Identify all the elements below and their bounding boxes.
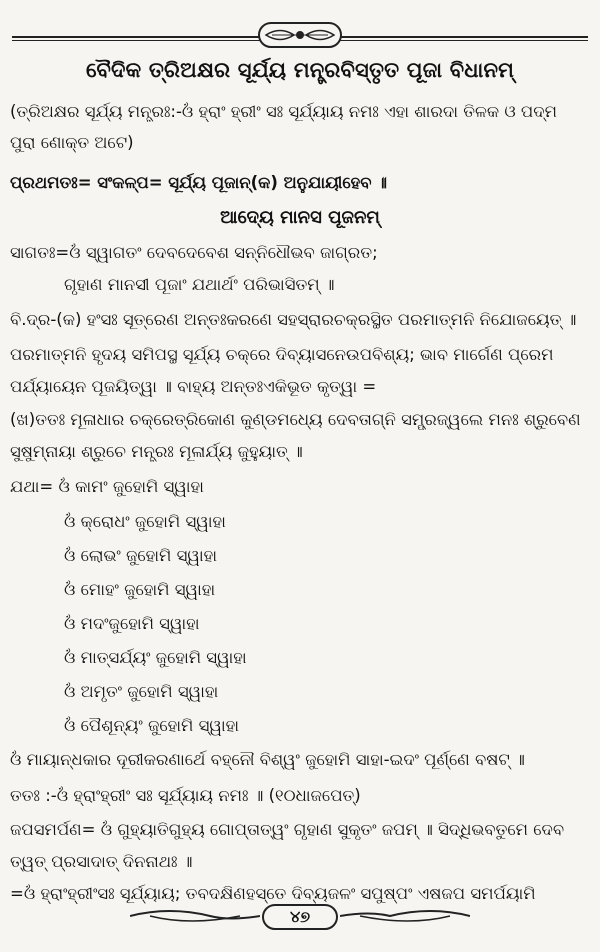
list-item: ଓଁ ମାତ୍ସର୍ଯ୍ୟଂ ଜୁହୋମି ସ୍ୱାହା: [64, 648, 247, 667]
list-item: ଓଁ ପୈଶୂନ୍ୟଂ ଜୁହୋମି ସ୍ୱାହା: [64, 716, 239, 735]
text-line: ବି.ଦ୍ର-(କ) ହଂସଃ ସୂତ୍ରେଣ ଅନ୍ତଃକରଣେ ସହସ୍ରାରଚକ୍ରସ୍ଥିତ ପରମାତ୍ମନି ନିଯୋଜୟେତ୍ ॥: [10, 310, 577, 329]
text-line: ଗୃହାଣ ମାନସୀ ପୂଜାଂ ଯଥାର୍ଥଂ ପରିଭାସିତମ୍ ॥: [64, 275, 335, 294]
page-number: ୪୭: [262, 904, 338, 930]
text-line: ସାଗତଃ=ଓଁ ସ୍ୱାଗତଂ ଦେବଦେବେଶ ସନ୍ନିଧୌଭବ ଜାଗ୍ରତ;: [10, 243, 378, 262]
flourish-right-icon: [340, 906, 470, 926]
list-item: ଓଁ ମଦଂଜୁହୋମି ସ୍ୱାହା: [64, 614, 200, 633]
text-line: (ଖ)ତତଃ ମୂଳାଧାର ଚକ୍ରେତ୍ରିକୋଣ କୁଣ୍ଡମଧ୍ୟେ ଦେବତାଗ୍ନି ସମ୍ପ୍ରଜ୍ୱଲେ ମନଃ ଶ୍ରୁବେଣ: [10, 410, 581, 429]
text-line: ଯଥା= ଓଁ କାମଂ ଜୁହୋମି ସ୍ୱାହା: [10, 477, 204, 496]
text-line: ତତଃ :-ଓଁ ହ୍ରାଂହ୍ରୀଂ ସଃ ସୂର୍ଯ୍ୟାୟ ନମଃ ॥ (୧୦ଧାଜପେତ୍): [10, 786, 361, 805]
page-title: ବୈଦିକ ତ୍ରିଅକ୍ଷର ସୂର୍ଯ୍ୟ ମନ୍ତ୍ରବିସ୍ତୃତ ପୂଜା ବିଧାନମ୍: [85, 58, 515, 82]
text-line: ଜପସମର୍ପଣ= ଓଁ ଗୁହ୍ୟାତିଗୁହ୍ୟ ଗୋପ୍ତାତ୍ୱଂ ଗୃହାଣ ସୁକୃତଂ ଜପମ୍ ॥ ସିଦ୍ଧିଭବତୁମେ ଦେବ: [10, 820, 565, 839]
list-item: ଓଁ ମୋହଂ ଜୁହୋମି ସ୍ୱାହା: [64, 580, 216, 599]
text-line: ପର୍ଯ୍ୟାୟେନ ପୂଜୟିତ୍ୱା ॥ ବାହ୍ୟ ଅନ୍ତଃଏକିଭୂତ କୃତ୍ୱା =: [10, 377, 377, 396]
text-line: (ତ୍ରିଅକ୍ଷର ସୂର୍ଯ୍ୟ ମନ୍ତ୍ରଃ:-ଓଁ ହ୍ରାଂ ହ୍ରୀଂ ସଃ ସୂର୍ଯ୍ୟାୟ ନମଃ ଏହା ଶାରଦା ତିଳକ ଓ ପଦ୍ମ: [10, 102, 557, 121]
text-line: ପ୍ରଥମତଃ= ସଂକଳ୍ପ= ସୂର୍ଯ୍ୟ ପୂଜାନ୍‌(କ) ଅନୁଯାୟୀହେବ ॥: [10, 173, 387, 192]
text-line: =ଓଁ ହ୍ରାଂହ୍ରୀଂସଃ ସୂର୍ଯ୍ୟାୟ; ତବଦକ୍ଷିଣହସ୍ତେ ଦିବ୍ୟଜଳଂ ସପୁଷ୍ପଂ ଏଷଜପ ସମର୍ପୟାମି: [10, 884, 536, 903]
text-line: ପୁରା ଣୋକ୍ତ ଅଟେ): [10, 133, 134, 152]
text-line: ଓଁ ମାୟାନ୍ଧକାର ଦୂରୀକରଣାର୍ଥେ ବହ୍ନୌ ବିଶ୍ୱଂ ଜୁହୋମି ସାହା-ଇଦଂ ପୂର୍ଣ୍ଣେ ବଷଟ୍ ॥: [10, 750, 525, 769]
ornament-icon: [258, 22, 342, 48]
list-item: ଓଁ ଲୋଭଂ ଜୁହୋମି ସ୍ୱାହା: [64, 546, 217, 565]
list-item: ଓଁ କ୍ରୋଧଂ ଜୁହୋମି ସ୍ୱାହା: [64, 512, 226, 531]
list-item: ଓଁ ଅମୃତଂ ଜୁହୋମି ସ୍ୱାହା: [64, 682, 219, 701]
text-line: ତ୍ୱତ୍ ପ୍ରସାଦାତ୍ ଦିନନାଥଃ ॥: [10, 852, 193, 871]
section-heading: ଆଦ୍ୟେ ମାନସ ପୂଜନମ୍: [220, 208, 380, 228]
flourish-left-icon: [130, 906, 260, 926]
text-line: ପରମାତ୍ମନି ହୃଦୟ ସମିପସ୍ଥ ସୂର୍ଯ୍ୟ ଚକ୍ରେ ଦିବ୍ୟାସନେଉପବିଶ୍ୟ; ଭାବ ମାର୍ଗେଣ ପ୍ରେମ: [10, 345, 554, 364]
text-line: ସୁଷୁମ୍ନାୟା ଶ୍ରୁଚେ ମନ୍ତ୍ରଃ ମୂଳାର୍ଯ୍ୟ ଜୁହୁୟାତ୍ ॥: [10, 442, 303, 461]
